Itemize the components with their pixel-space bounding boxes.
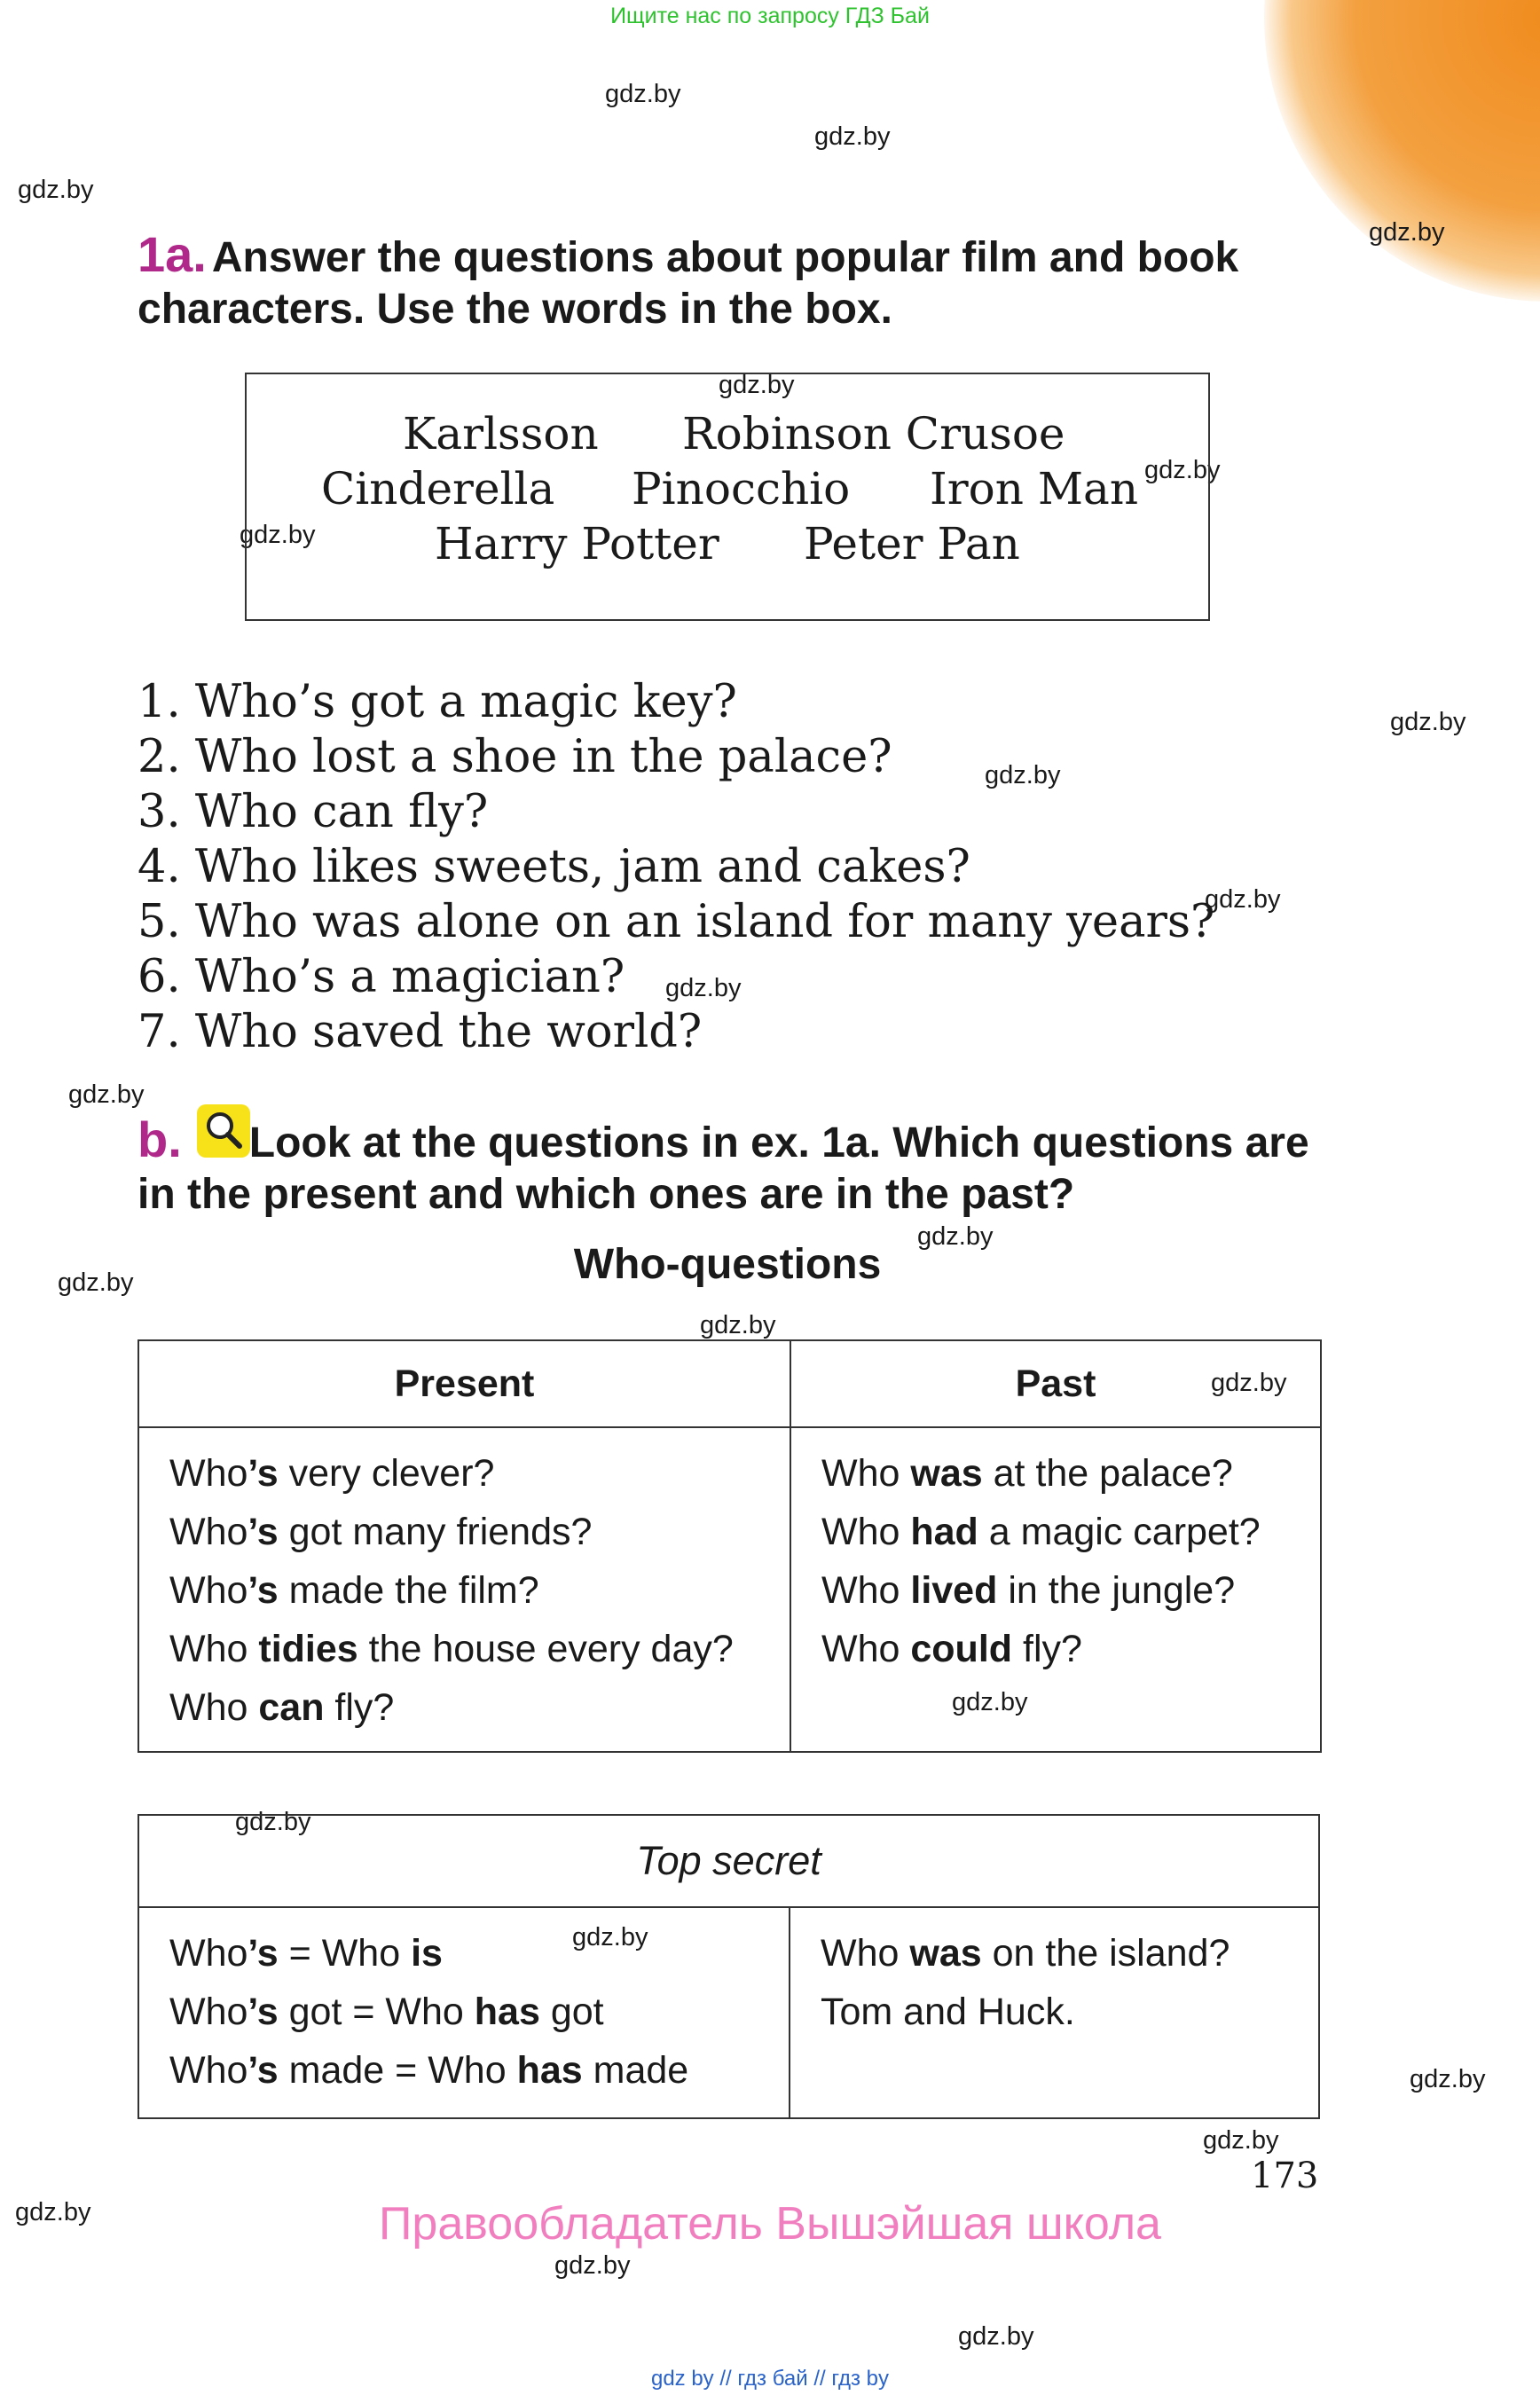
question-item: 2. Who lost a shoe in the palace?	[138, 731, 892, 783]
question-item: 6. Who’s a magician?	[138, 951, 625, 1003]
question-item: 7. Who saved the world?	[138, 1006, 703, 1058]
past-question: Who could fly?	[821, 1628, 1082, 1670]
exercise-b-instruction	[138, 1111, 1326, 1221]
top-secret-table	[138, 1814, 1320, 2119]
present-question: Who tidies the house every day?	[169, 1628, 734, 1670]
box-word: Cinderella	[321, 463, 555, 514]
past-column	[790, 1427, 1321, 1752]
contraction-rule: Who’s made = Who has made	[169, 2049, 689, 2092]
watermark: gdz.by	[952, 1688, 1028, 1716]
box-word: Harry Potter	[435, 518, 719, 569]
box-word: Robinson Crusoe	[682, 408, 1065, 459]
word-box	[245, 373, 1210, 621]
exercise-number: 1a.	[138, 226, 207, 282]
example-column	[790, 1907, 1319, 2118]
present-question: Who’s made the film?	[169, 1569, 539, 1612]
question-item: 3. Who can fly?	[138, 786, 489, 838]
table-title: Who-questions	[573, 1241, 882, 1288]
watermark: gdz.by	[605, 80, 681, 108]
watermark: gdz.by	[814, 122, 891, 151]
box-word: Iron Man	[930, 463, 1139, 514]
instruction-text: Look at the questions in ex. 1a. Which questions are in the present and which ones are in the past?	[138, 1119, 1309, 1218]
bottom-links[interactable]: gdz by // гдз бай // гдз by	[650, 2367, 890, 2391]
watermark: gdz.by	[958, 2322, 1034, 2351]
past-question: Who was at the palace?	[821, 1452, 1233, 1495]
watermark: gdz.by	[985, 761, 1061, 789]
exercise-letter: b.	[138, 1111, 182, 1167]
watermark: gdz.by	[1144, 456, 1221, 484]
watermark: gdz.by	[18, 176, 94, 204]
past-question: Who had a magic carpet?	[821, 1511, 1261, 1553]
question-item: 4. Who likes sweets, jam and cakes?	[138, 841, 970, 893]
example-line: Tom and Huck.	[821, 1991, 1075, 2033]
question-item: 5. Who was alone on an island for many years?	[138, 896, 1215, 948]
watermark: gdz.by	[240, 521, 316, 549]
watermark: gdz.by	[1205, 885, 1281, 914]
contractions-column	[138, 1907, 790, 2118]
watermark: gdz.by	[1410, 2065, 1486, 2093]
rights-holder: Правообладатель Вышэйшая школа	[379, 2198, 1161, 2250]
watermark: gdz.by	[917, 1222, 994, 1251]
watermark: gdz.by	[1203, 2126, 1279, 2155]
watermark: gdz.by	[1390, 708, 1466, 736]
present-question: Who can fly?	[169, 1686, 395, 1729]
exercise-1a-instruction	[138, 226, 1326, 335]
watermark: gdz.by	[665, 974, 742, 1002]
question-item: 1. Who’s got a magic key?	[138, 676, 737, 728]
top-banner[interactable]: Ищите нас по запросу ГДЗ Бай	[610, 4, 930, 28]
instruction-text: Answer the questions about popular film and book characters. Use the words in the box.	[138, 234, 1239, 333]
top-secret-title: Top secret	[138, 1815, 1319, 1907]
present-header: Present	[138, 1340, 790, 1427]
watermark: gdz.by	[68, 1080, 145, 1109]
who-questions-table	[138, 1339, 1322, 1753]
box-word: Peter Pan	[804, 518, 1020, 569]
present-question: Who’s got many friends?	[169, 1511, 593, 1553]
present-question: Who’s very clever?	[169, 1452, 495, 1495]
watermark: gdz.by	[15, 2198, 91, 2226]
watermark: gdz.by	[1211, 1369, 1287, 1397]
present-column	[138, 1427, 790, 1752]
box-word: Karlsson	[403, 408, 599, 459]
watermark: gdz.by	[554, 2251, 631, 2280]
past-question: Who lived in the jungle?	[821, 1569, 1236, 1612]
watermark: gdz.by	[572, 1923, 648, 1951]
watermark: gdz.by	[700, 1311, 776, 1339]
contraction-rule: Who’s = Who is	[169, 1932, 443, 1975]
watermark: gdz.by	[58, 1268, 134, 1297]
contraction-rule: Who’s got = Who has got	[169, 1991, 604, 2033]
page-number: 173	[1251, 2156, 1319, 2196]
example-line: Who was on the island?	[821, 1932, 1230, 1975]
watermark: gdz.by	[1369, 218, 1445, 247]
box-word: Pinocchio	[632, 463, 851, 514]
past-header: Past	[790, 1340, 1321, 1427]
watermark: gdz.by	[719, 371, 795, 399]
watermark: gdz.by	[235, 1808, 311, 1836]
